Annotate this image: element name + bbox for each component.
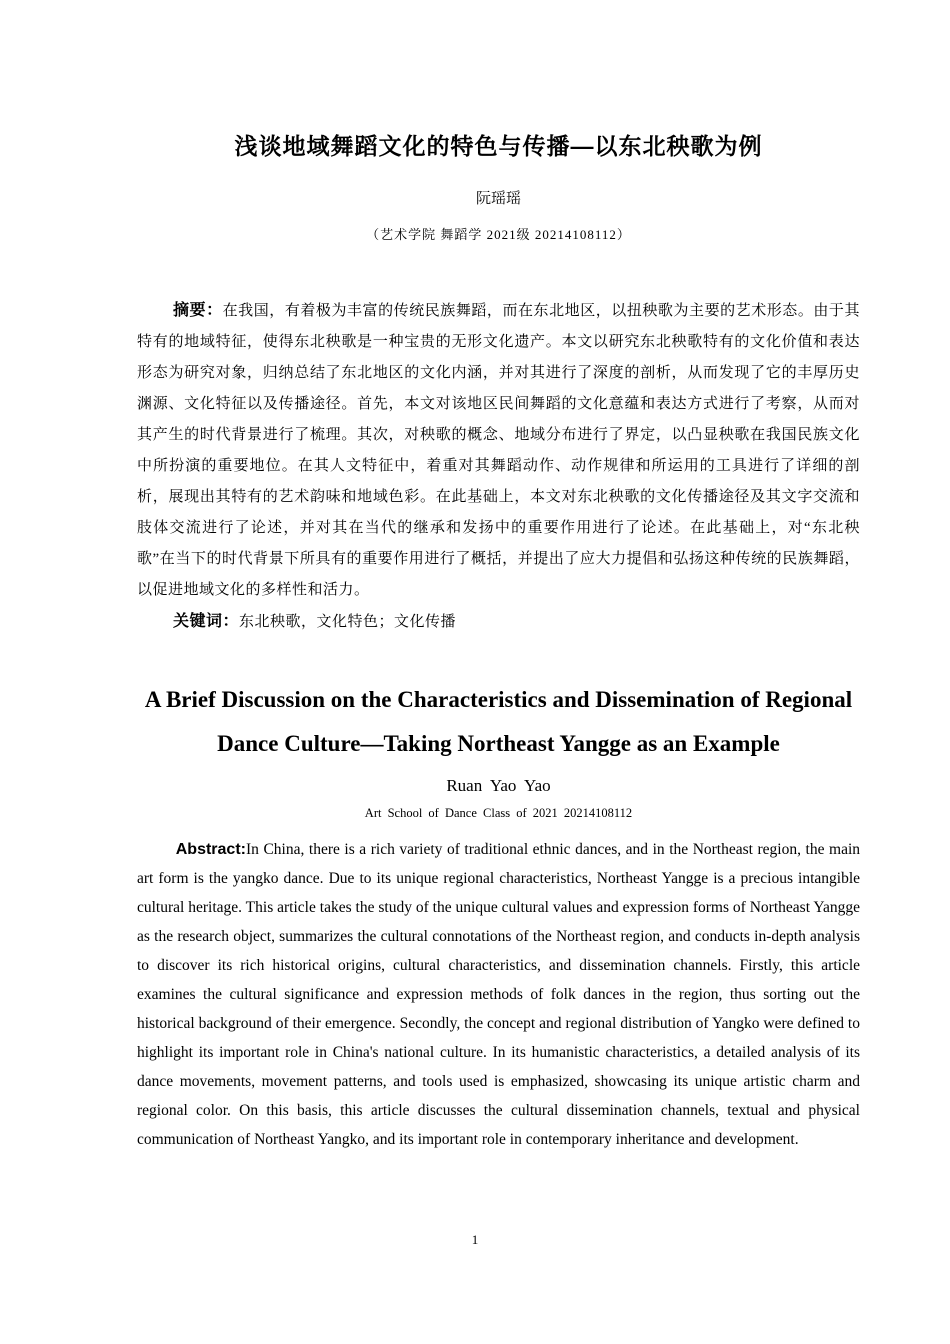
chinese-keywords-text: 东北秧歌，文化特色；文化传播: [239, 614, 457, 630]
chinese-abstract-text: 在我国，有着极为丰富的传统民族舞蹈，而在东北地区，以扭秧歌为主要的艺术形态。由于其特有的地域特征，使得东北秧歌是一种宝贵的无形文化遗产。本文以研究东北秧歌特有的文化价值和表达形态为研究对象，归纳总结了东北地区的文化内涵，并对其进行了深度的剖析，从而发现了它的丰厚历史渊源、文化特征以及传播途径。首先，本文对该地区民间舞蹈的文化意蕴和表达方式进行了考察，从而对其产生的时代背景进行了梳理。其次，对秧歌的概念、地域分布进行了界定，以凸显秧歌在我国民族文化中所扮演的重要地位。在其人文特征中，着重对其舞蹈动作、动作规律和所运用的工具进行了详细的剖析，展现出其特有的艺术韵味和地域色彩。在此基础上，本文对东北秧歌的文化传播途径及其文字交流和肢体交流进行了论述，并对其在当代的继承和发扬中的重要作用进行了论述。在此基础上，对“东北秧歌”在当下的时代背景下所具有的重要作用进行了概括，并提出了应大力提倡和弘扬这种传统的民族舞蹈，以促进地域文化的多样性和活力。: [137, 303, 860, 598]
page-number: 1: [471, 1232, 479, 1247]
chinese-abstract-label: 摘要：: [173, 302, 223, 319]
chinese-title: 浅谈地域舞蹈文化的特色与传播—以东北秧歌为例: [234, 133, 763, 159]
english-abstract: [137, 835, 860, 1154]
chinese-keywords-label: 关键词：: [173, 613, 240, 630]
english-abstract-text: In China, there is a rich variety of traditional ethnic dances, and in the Northeast region, the main art form is the yangko dance. Due to its unique regional characteristics, Northeast Yangge is a precious intangible cultural heritage. This article takes the study of the unique cultural values and expression forms of Northeast Yangge as the research object, summarizes the cultural connotations of the Northeast region, and conducts in-depth analysis to discover its rich historical origins, cultural characteristics, and dissemination channels. Firstly, this article examines the cultural significance and expression methods of folk dances in the region, thus sorting out the historical background of their emergence. Secondly, the concept and regional distribution of Yangko were defined to highlight its important role in China's national culture. In its humanistic characteristics, a detailed analysis of its dance movements, movement patterns, and tools used is emphasized, showcasing its unique artistic charm and regional color. On this basis, this article discusses the cultural dissemination channels, textual and physical communication of Northeast Yangko, and its important role in contemporary inheritance and development.: [137, 841, 860, 1148]
chinese-keywords: [137, 606, 860, 638]
english-affiliation: Art School of Dance Class of 2021 20214108112: [364, 806, 633, 820]
chinese-affiliation: （艺术学院 舞蹈学 2021级 20214108112）: [366, 227, 631, 242]
chinese-author: 阮瑶瑶: [475, 191, 521, 207]
english-abstract-label: Abstract:: [175, 841, 246, 858]
english-author: Ruan Yao Yao: [446, 776, 551, 795]
english-title: A Brief Discussion on the Characteristics and Dissemination of Regional Dance Culture—Taking Northeast Yangge as an Example: [144, 687, 853, 756]
chinese-abstract: [137, 295, 860, 606]
